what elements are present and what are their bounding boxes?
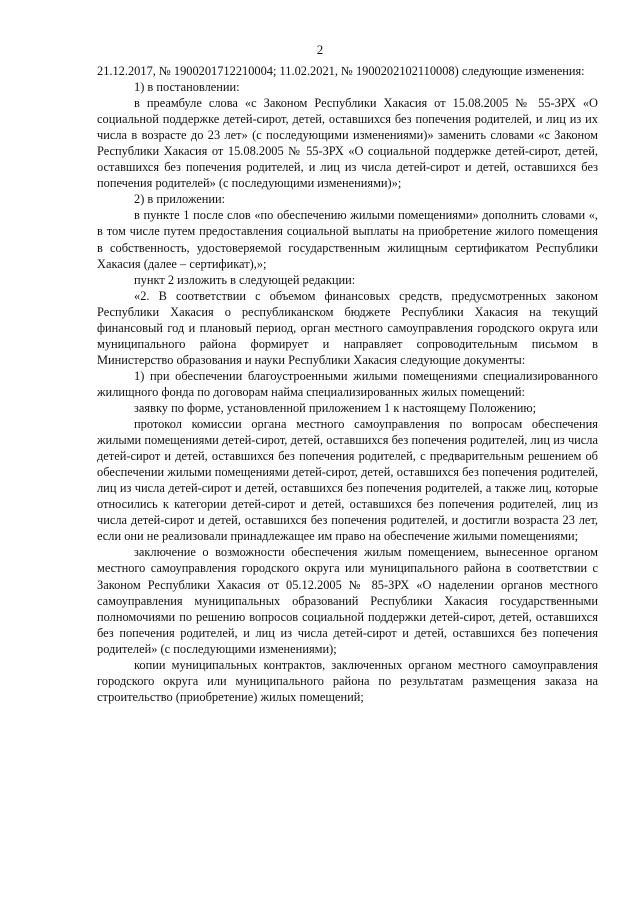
paragraph-item-2-heading: 2) в приложении: (134, 192, 226, 207)
paragraph-preamble-amendment: в преамбуле слова «с Законом Республики Хакасия от 15.08.2005 № 55-ЗРХ «О социальной поддержке детей-сирот, детей, оставшихся без попечения родителей, и лиц из их числа в возрасте до 23 лет» (с последующими изменениями)» заменить словами «с Законом Республики Хакасия от 15.08.2005 № 55-ЗРХ «О социальной поддержке детей-сирот, детей, оставшихся без попечения родителей, и лиц из числа детей-сирот и детей, оставшихся без попечения родителей» (с последующими изменениями)»; (97, 96, 598, 191)
paragraph-continuation: 21.12.2017, № 1900201712210004; 11.02.2021, № 1900202102110008) следующие изменения: (97, 64, 585, 78)
paragraph-point-2-text: «2. В соответствии с объемом финансовых средств, предусмотренных законом Республики Хакасия о республиканском бюджете Республики Хакасия на текущий финансовый год и плановый период, орган местного самоуправления городского округа или муниципального района формирует и направляет сопроводительным письмом в Министерство образования и науки Республики Хакасия следующие документы: (97, 288, 598, 367)
paragraph-point-1-amendment: в пункте 1 после слов «по обеспечению жилыми помещениями» дополнить словами «, в том числе путем предоставления социальной выплаты на приобретение жилого помещения в собственность, удостоверяемой государственным жилищным сертификатом Республики Хакасия (далее – сертификат),»; (97, 208, 598, 271)
document-body (97, 63, 598, 705)
paragraph-point-2-intro: пункт 2 изложить в следующей редакции: (134, 272, 356, 287)
paragraph-application-form: заявку по форме, установленной приложением 1 к настоящему Положению; (134, 400, 537, 415)
paragraph-subitem-1: 1) при обеспечении благоустроенными жилыми помещениями специализированного жилищного фонда по договорам найма специализированных жилых помещений: (97, 368, 598, 399)
paragraph-housing-conclusion: заключение о возможности обеспечения жилым помещением, вынесенное органом местного самоуправления городского округа или муниципального района в соответствии с Законом Республики Хакасия от 05.12.2005 № 85-ЗРХ «О наделении органов местного самоуправления муниципальных образований Республики Хакасия государственными полномочиями по решению вопросов социальной поддержки детей-сирот, детей, оставшихся без попечения родителей, и лиц из числа детей-сирот и детей, оставшихся без попечения родителей» (с последующими изменениями); (97, 545, 598, 656)
paragraph-contract-copies: копии муниципальных контрактов, заключенных органом местного самоуправления городского округа или муниципального района по результатам размещения заказа на строительство (приобретение) жилых помещений; (97, 657, 598, 704)
page-number: 2 (316, 42, 324, 57)
paragraph-commission-protocol: протокол комиссии органа местного самоуправления по вопросам обеспечения жилыми помещениями детей-сирот, детей, оставшихся без попечения родителей, лиц из числа детей-сирот и детей, оставшихся без попечения родителей, с предварительным решением об обеспечении жилыми помещениями детей-сирот, детей, оставшихся без попечения родителей, лиц из числа детей-сирот и детей, оставшихся без попечения родителей, а также лиц, которые относились к категории детей-сирот и детей, оставшихся без попечения родителей, лиц из числа детей-сирот и детей, оставшихся без попечения родителей, и достигли возраста 23 лет, если они не реализовали принадлежащее им право на обеспечение жилыми помещениями; (97, 417, 598, 544)
paragraph-item-1-heading: 1) в постановлении: (134, 80, 240, 95)
